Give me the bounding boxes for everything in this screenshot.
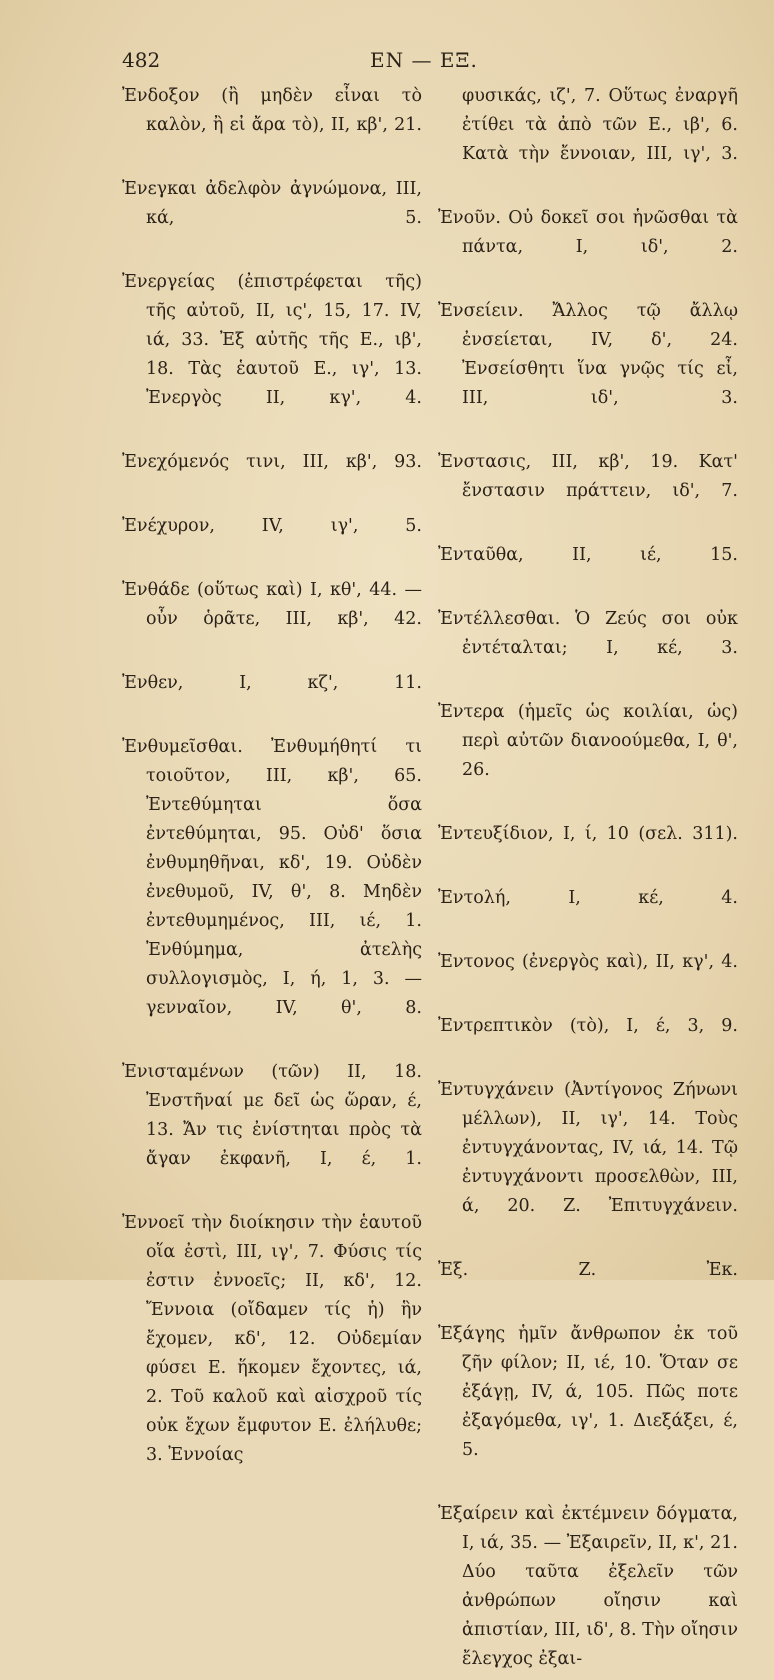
index-entry: Ἐνεργείας (ἐπιστρέφεται τῆς) τῆς αὐτοῦ, II, ις', 15, 17. IV, ιά, 33. Ἐξ αὐτῆς τῆς Ε., ιβ', 18. Τὰς ἑαυτοῦ Ε., ιγ', 13. Ἐνεργὸς II, κγ', 4.: [122, 272, 422, 408]
index-entry: Ἐξ. Ζ. Ἐκ.: [438, 1260, 738, 1280]
index-entry: Ἐνσείειν. Ἄλλος τῷ ἄλλῳ ἐνσείεται, IV, δ', 24. Ἐνσείσθητι ἵνα γνῷς τίς εἶ, III, ιδ', 3.: [438, 301, 738, 408]
right-column: [438, 82, 738, 1680]
index-entry: Ἐξαίρειν καὶ ἐκτέμνειν δόγματα, I, ιά, 35. — Ἐξαιρεῖν, II, κ', 21. Δύο ταῦτα ἐξελεῖν τῶν ἀνθρώπων οἴησιν καὶ ἀπιστίαν, III, ιδ', 8. Τὴν οἴησιν ἔλεγχος ἐξαι-: [438, 1504, 738, 1669]
index-entry: Ἐνδοξον (ἢ μηδὲν εἶναι τὸ καλὸν, ἢ εἰ ἄρα τὸ), II, κβ', 21.: [122, 86, 422, 135]
index-entry: Ἐνοῦν. Οὐ δοκεῖ σοι ἡνῶσθαι τὰ πάντα, I, ιδ', 2.: [438, 208, 738, 257]
index-entry: Ἐνθεν, I, κζ', 11.: [122, 673, 422, 693]
index-entry: Ἐντυγχάνειν (Ἀντίγονος Ζήνωνι μέλλων), II, ιγ', 14. Τοὺς ἐντυγχάνοντας, IV, ιά, 14. Τῷ ἐντυγχάνοντι προσελθὼν, III, ά, 20. Ζ. Ἐπιτυγχάνειν.: [438, 1080, 738, 1216]
index-entry: Ἐνέχυρον, IV, ιγ', 5.: [122, 516, 422, 536]
index-entry: Ἐντρεπτικὸν (τὸ), I, έ, 3, 9.: [438, 1016, 738, 1036]
index-entry-continued: φυσικάς, ιζ', 7. Οὕτως ἐναργῆ ἐτίθει τὰ ἀπὸ τῶν Ε., ιβ', 6. Κατὰ τὴν ἔννοιαν, III, ιγ', 3.: [462, 86, 738, 164]
index-entry: Ἐνταῦθα, II, ιέ, 15.: [438, 545, 738, 565]
index-entry: Ἐννοεῖ τὴν διοίκησιν τὴν ἑαυτοῦ οἵα ἐστὶ, III, ιγ', 7. Φύσις τίς ἐστιν ἐννοεῖς; II, κδ', 12. Ἔννοια (οἴδαμεν τίς ἡ) ἣν ἔχομεν, κδ', 12. Οὐδεμίαν φύσει Ε. ἥκομεν ἔχοντες, ιά, 2. Τοῦ καλοῦ καὶ αἰσχροῦ τίς οὐκ ἔχων ἔμφυτον Ε. ἐλήλυθε; 3. Ἐννοίας: [122, 1213, 422, 1465]
page-header: [122, 48, 734, 78]
index-entry: Ἐντέλλεσθαι. Ὁ Ζεύς σοι οὐκ ἐντέταλται; I, κέ, 3.: [438, 609, 738, 658]
running-head: ΕΝ — ΕΞ.: [370, 48, 478, 72]
left-column: [122, 82, 422, 1476]
index-entry: Ἐνισταμένων (τῶν) II, 18. Ἐνστῆναί με δεῖ ὡς ὥραν, έ, 13. Ἄν τις ἐνίστηται πρὸς τὰ ἄγαν ἐκφανῆ, I, έ, 1.: [122, 1062, 422, 1169]
index-entry: Ἐντερα (ἡμεῖς ὡς κοιλίαι, ὡς) περὶ αὐτῶν διανοούμεθα, I, θ', 26.: [438, 702, 738, 780]
index-entry: Ἐνθάδε (οὕτως καὶ) I, κθ', 44. — οὖν ὁρᾶτε, III, κβ', 42.: [122, 580, 422, 629]
index-entry: Ἐνεγκαι ἀδελφὸν ἀγνώμονα, III, κά, 5.: [122, 179, 422, 228]
index-entry: Ἐντευξίδιον, I, ί, 10 (σελ. 311).: [438, 824, 738, 844]
index-entry: Ἐνεχόμενός τινι, III, κβ', 93.: [122, 452, 422, 472]
index-entry: Ἐντολή, I, κέ, 4.: [438, 888, 738, 908]
index-entry: Ἐνθυμεῖσθαι. Ἐνθυμήθητί τι τοιοῦτον, III, κβ', 65. Ἐντεθύμηται ὅσα ἐντεθύμηται, 95. Οὐδ' ὅσια ἐνθυμηθῆναι, κδ', 19. Οὐδὲν ἐνεθυμοῦ, IV, θ', 8. Μηδὲν ἐντεθυμημένος, III, ιέ, 1. Ἐνθύμημα, ἀτελὴς συλλογισμὸς, I, ή, 1, 3. — γενναῖον, IV, θ', 8.: [122, 737, 422, 1018]
index-entry: Ἐντονος (ἐνεργὸς καὶ), II, κγ', 4.: [438, 952, 738, 972]
index-entry: Ἐνστασις, III, κβ', 19. Κατ' ἔνστασιν πράττειν, ιδ', 7.: [438, 452, 738, 501]
page-number: 482: [122, 48, 161, 72]
index-entry: Ἐξάγης ἡμῖν ἄνθρωπον ἐκ τοῦ ζῆν φίλον; II, ιέ, 10. Ὅταν σε ἐξάγῃ, IV, ά, 105. Πῶς ποτε ἐξαγόμεθα, ιγ', 1. Διεξάξει, έ, 5.: [438, 1324, 738, 1460]
